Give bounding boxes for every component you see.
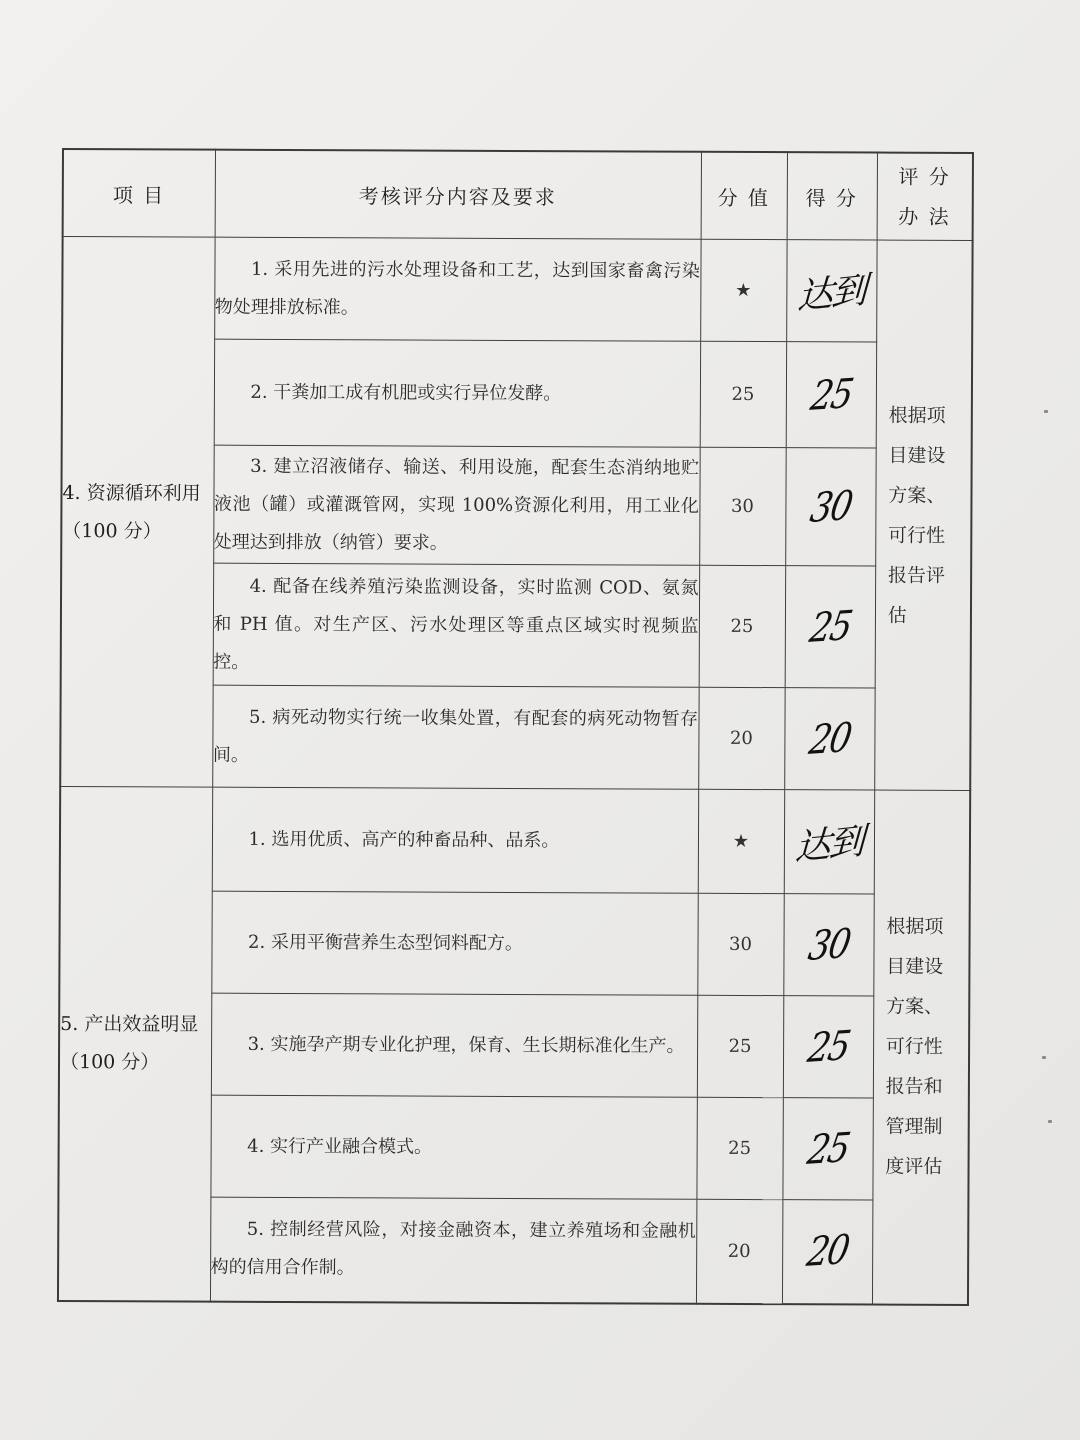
header-score: 得 分 [787,152,877,240]
score-handwritten: 25 [785,566,876,688]
requirement-content: 4. 实行产业融合模式。 [210,1095,696,1199]
header-item: 项 目 [63,149,215,237]
requirement-content: 4. 配备在线养殖污染监测设备，实时监测 COD、氨氮和 PH 值。对生产区、污水处理区等重点区域实时视频监控。 [213,563,700,687]
section-item: 5. 产出效益明显（100 分） [58,786,212,1301]
point-value: ★ [698,789,784,893]
table-row [62,237,972,343]
score-handwritten: 25 [783,996,873,1098]
paper-speck [1042,1056,1046,1059]
score-handwritten: 达到 [786,240,876,342]
scoring-sheet [57,148,972,1305]
score-handwritten: 20 [784,688,874,790]
header-method-line1: 评 分 [898,164,951,189]
section-item: 4. 资源循环利用（100 分） [60,237,214,788]
scoring-table [57,148,974,1305]
score-handwritten: 20 [782,1200,872,1304]
scoring-method: 根据项目建设方案、可行性报告和管理制度评估 [872,790,970,1304]
header-method-line2: 办 法 [898,204,951,229]
requirement-content: 5. 控制经营风险，对接金融资本，建立养殖场和金融机构的信用合作制。 [210,1197,696,1303]
point-value: 25 [696,1097,782,1199]
header-row [63,149,973,240]
requirement-content: 1. 选用优质、高产的种畜品种、品系。 [212,787,698,893]
header-content: 考核评分内容及要求 [215,150,701,240]
table-row [60,786,970,894]
requirement-content: 3. 建立沼液储存、输送、利用设施，配套生态消纳地贮液池（罐）或灌溉管网，实现 100%资源化利用，用工业化处理达到排放（纳管）要求。 [213,445,700,565]
point-value: ★ [700,239,786,341]
paper-speck [1044,410,1048,413]
score-handwritten: 30 [785,448,876,566]
score-handwritten: 25 [782,1098,872,1200]
header-value: 分 值 [701,152,787,240]
point-value: 20 [696,1199,782,1303]
score-handwritten: 30 [783,894,873,996]
point-value: 25 [697,995,783,1097]
score-handwritten: 达到 [784,790,874,894]
scoring-method: 根据项目建设方案、可行性报告评估 [874,240,972,790]
point-value: 25 [700,341,786,447]
requirement-content: 1. 采用先进的污水处理设备和工艺，达到国家畜禽污染物处理排放标准。 [214,237,700,341]
paper-speck [1048,1120,1052,1123]
score-handwritten: 25 [786,342,876,448]
header-method [877,153,973,241]
point-value: 30 [697,893,783,995]
requirement-content: 2. 干粪加工成有机肥或实行异位发酵。 [214,339,700,447]
requirement-content: 2. 采用平衡营养生态型饲料配方。 [211,891,697,995]
point-value: 20 [698,687,784,789]
point-value: 25 [699,565,786,687]
point-value: 30 [699,447,786,565]
requirement-content: 5. 病死动物实行统一收集处置，有配套的病死动物暂存间。 [212,685,698,789]
requirement-content: 3. 实施孕产期专业化护理，保育、生长期标准化生产。 [211,993,697,1097]
